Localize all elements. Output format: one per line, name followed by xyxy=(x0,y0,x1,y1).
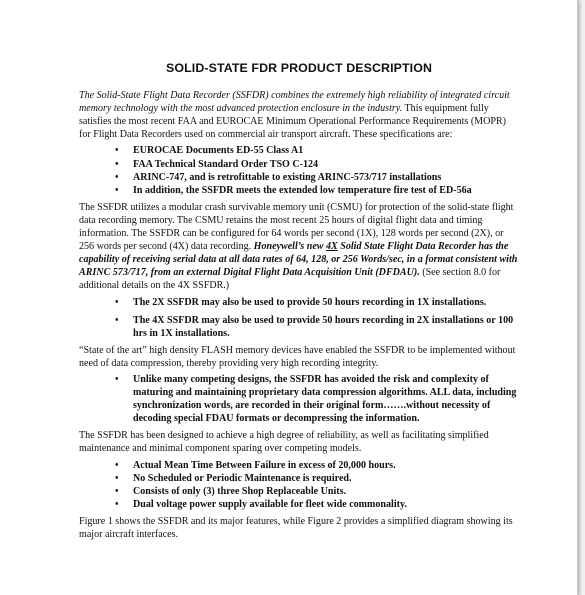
recording-list xyxy=(79,296,519,340)
spec-item: • In addition, the SSFDR meets the extended low temperature fire test of ED-56a xyxy=(79,184,519,197)
reliability-paragraph: The SSFDR has been designed to achieve a high degree of reliability, as well as facilitating simplified maintenance and minimal component sparing over competing models. xyxy=(79,430,489,455)
recording-item: • The 2X SSFDR may also be used to provide 50 hours recording in 1X installations. xyxy=(79,296,519,309)
csmu-bold-lead: Honeywell’s new xyxy=(253,241,327,253)
csmu-see-section: (See section 8.0 for additional details on the 4X SSFDR.) xyxy=(79,267,501,292)
csmu-paragraph xyxy=(79,201,519,293)
csmu-text: The SSFDR utilizes a modular crash survivable memory unit (CSMU) for protection of the solid-state flight data recording memory. The CSMU retains the most recent 25 hours of digital flight data and timing information. The SSFDR can be configured for 64 words per second (1X), 128 words per second (2X), or 256 words per second (4X) data recording. xyxy=(79,201,514,253)
intro-italic: The Solid-State Flight Data Recorder (SSFDR) combines the extremely high reliability of integrated circuit memory technology with the most advanced protection enclosure in the industry. xyxy=(79,90,510,115)
reliability-item: • Dual voltage power supply available for fleet wide commonality. xyxy=(79,498,519,511)
document-title: SOLID-STATE FDR PRODUCT DESCRIPTION xyxy=(166,61,432,75)
compression-list xyxy=(79,373,519,425)
reliability-item: • Consists of only (3) three Shop Replaceable Units. xyxy=(79,485,519,498)
document-body xyxy=(79,62,519,544)
reliability-item: • Actual Mean Time Between Failure in excess of 20,000 hours. xyxy=(79,459,519,472)
intro-rest: This equipment fully satisfies the most recent FAA and EUROCAE Minimum Operational Performance Requirements (MOPR) for Flight Data Recorders used on commercial air transport aircraft. These specifications are: xyxy=(79,103,507,141)
reliability-list xyxy=(79,459,519,511)
reliability-item: • No Scheduled or Periodic Maintenance is required. xyxy=(79,472,519,485)
csmu-4x-underline: 4X xyxy=(326,241,338,253)
intro-paragraph xyxy=(79,89,519,141)
compression-item: • Unlike many competing designs, the SSFDR has avoided the risk and complexity of maturing and maintaining proprietary data compression algorithms. ALL data, including synchronization words, are recorded in their original form…….without necessity of decoding special FDAU formats or decompressing the information. xyxy=(79,373,519,425)
csmu-bold-text: Solid State Flight Data Recorder has the capability of receiving serial data at all data rates of 64, 128, or 256 Words/sec, in a format consistent with ARINC 573/717, from an external Digital Flight Data Acquisition Unit (DFDAU). xyxy=(79,241,518,279)
flash-paragraph: “State of the art” high density FLASH memory devices have enabled the SSFDR to be implemented without need of data compression, thereby providing very high recording integrity. xyxy=(79,344,516,369)
spec-item: • ARINC-747, and is retrofittable to existing ARINC-573/717 installations xyxy=(79,171,519,184)
figures-paragraph: Figure 1 shows the SSFDR and its major features, while Figure 2 provides a simplified diagram showing its major aircraft interfaces. xyxy=(79,515,513,540)
recording-item: • The 4X SSFDR may also be used to provide 50 hours recording in 2X installations or 100 hrs in 1X installations. xyxy=(79,314,519,340)
spec-item: • FAA Technical Standard Order TSO C-124 xyxy=(79,158,519,171)
spec-item: • EUROCAE Documents ED-55 Class A1 xyxy=(79,144,519,157)
specification-list xyxy=(79,144,519,196)
